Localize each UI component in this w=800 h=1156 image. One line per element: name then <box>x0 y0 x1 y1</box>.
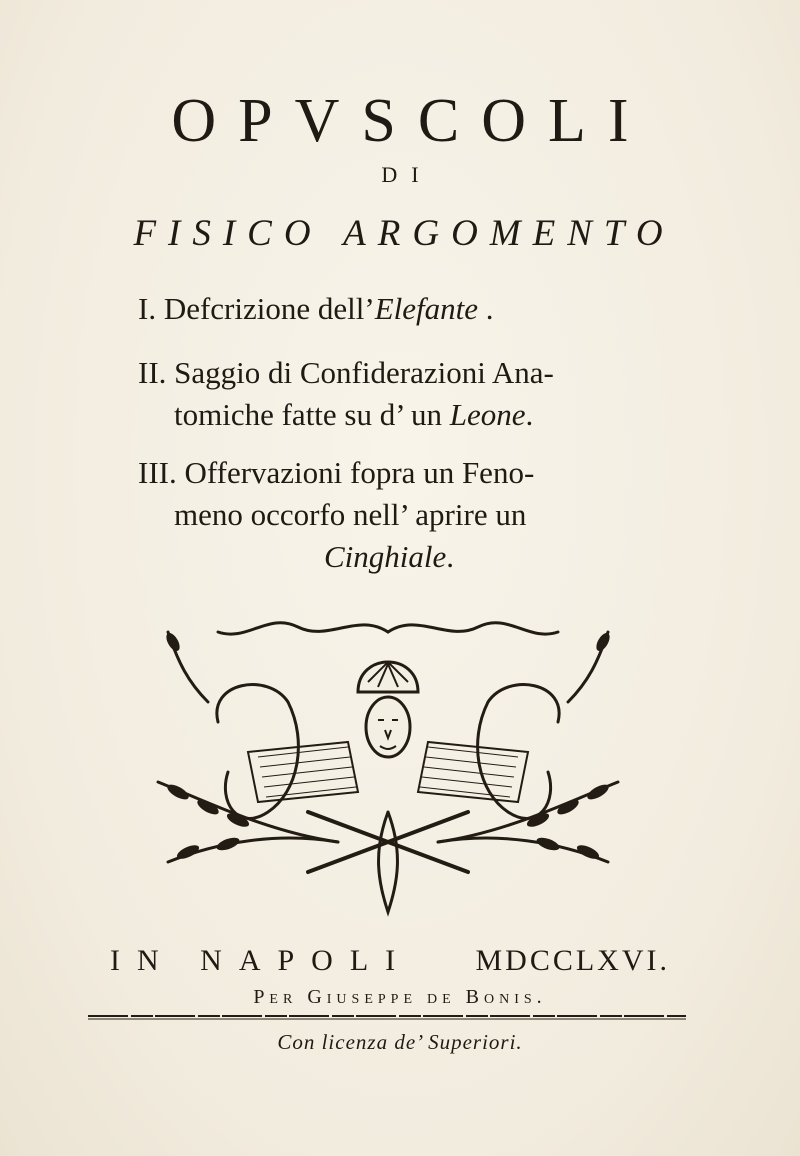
imprint-city: IN NAPOLI <box>110 944 413 977</box>
item-punct: . <box>446 539 455 574</box>
item-italic: Cinghiale <box>324 539 447 574</box>
item-text: tomiche fatte su d’ un <box>174 397 450 432</box>
item-text: Offervazioni fopra un Feno- <box>184 455 535 490</box>
item-number: III. <box>138 455 177 490</box>
divider-rule <box>88 1014 686 1020</box>
printer-line: Per Giuseppe de Bonis. <box>253 986 547 1008</box>
item-italic: Leone <box>449 397 526 432</box>
licence-line: Con licenza de’ Superiori. <box>277 1030 523 1054</box>
item-number: II. <box>138 355 167 390</box>
contents-item-1 <box>138 288 493 330</box>
book-subtitle: FISICO ARGOMENTO <box>133 213 675 254</box>
title-connector: DI <box>381 162 433 187</box>
book-title: OPVSCOLI <box>171 87 651 155</box>
item-text: Saggio di Confiderazioni Ana- <box>174 355 554 390</box>
item-punct: . <box>525 397 534 432</box>
imprint-year: MDCCLXVI. <box>475 944 670 977</box>
imprint-line <box>110 944 670 978</box>
item-punct: . <box>477 291 494 326</box>
item-text: meno occorfo nell’ aprire un <box>174 497 527 532</box>
contents-item-2 <box>138 352 554 436</box>
contents-item-3 <box>138 452 534 578</box>
item-italic: Elefante <box>374 291 478 326</box>
item-number: I. <box>138 291 157 326</box>
printers-ornament <box>148 612 628 922</box>
item-text: Defcrizione dell’ <box>163 291 375 326</box>
